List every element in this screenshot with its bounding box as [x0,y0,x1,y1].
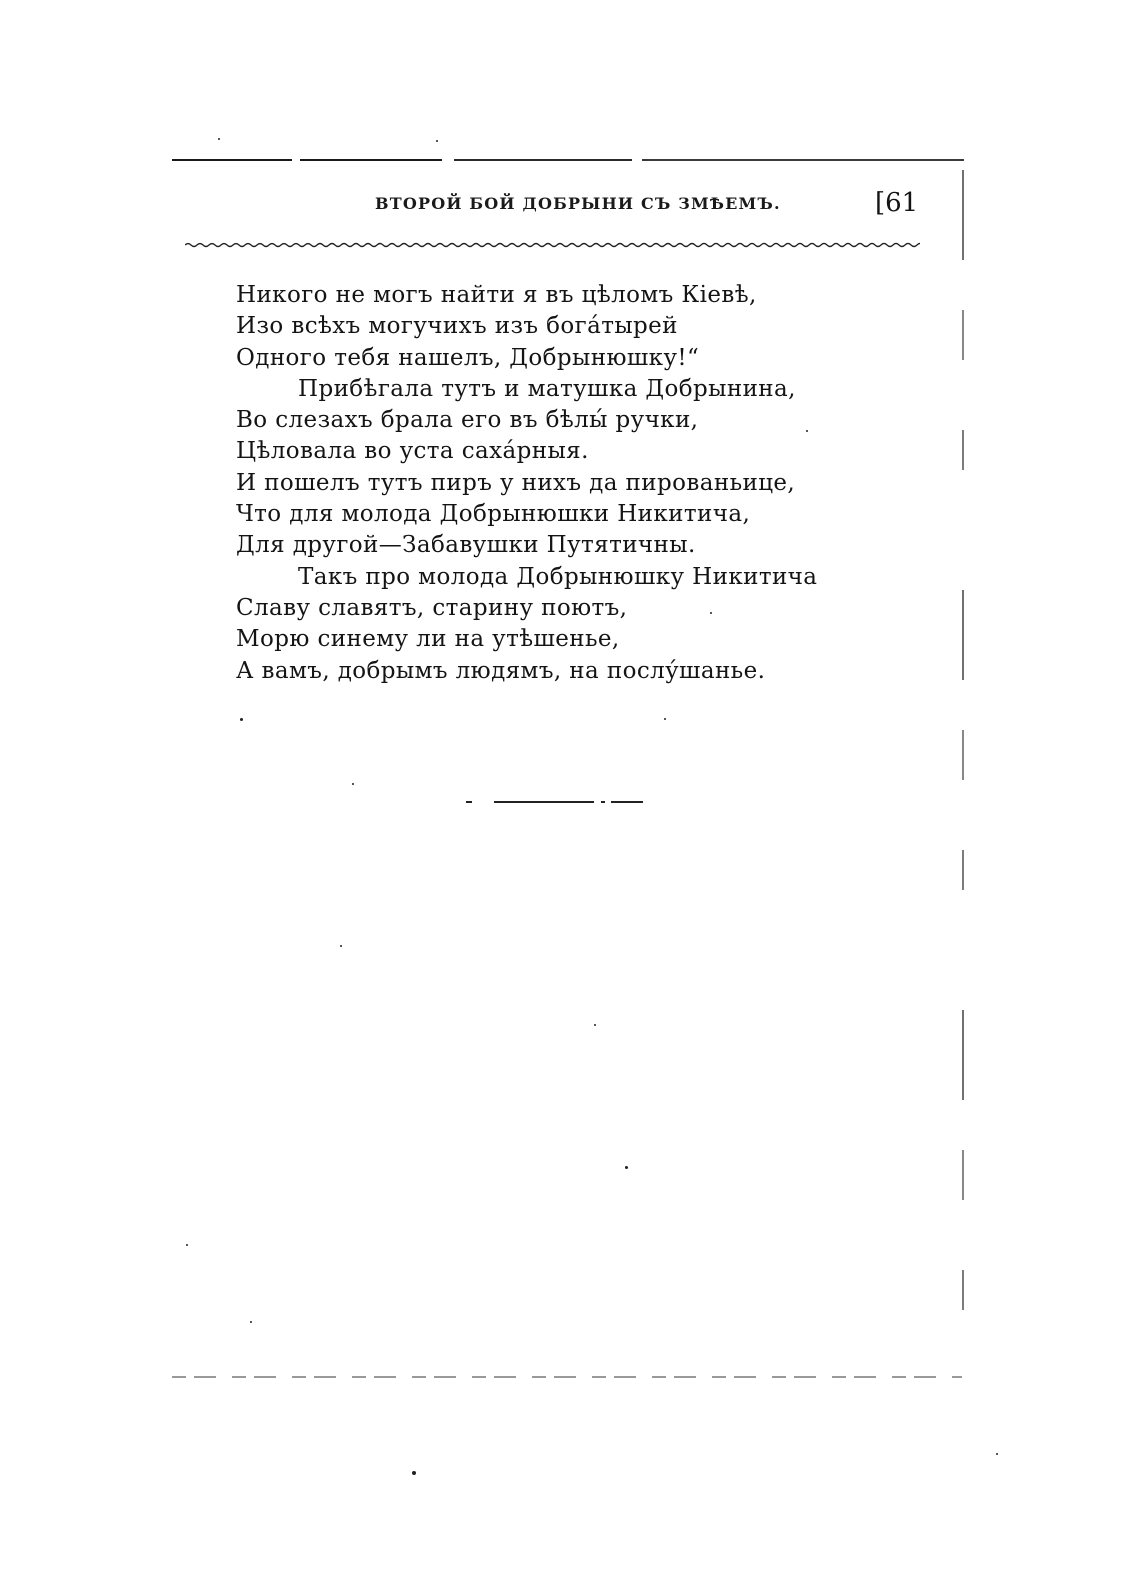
scan-speck [218,138,220,140]
poem-line: И пошелъ тутъ пиръ у нихъ да пированьице, [236,469,796,496]
scan-speck [594,1024,596,1026]
wavy-ornament-rule [185,240,920,250]
running-title: ВТОРОЙ БОЙ ДОБРЫНИ СЪ ЗМѢЕМЪ. [375,194,781,213]
scan-speck [806,430,808,432]
poem-line: Изо всѣхъ могучихъ изъ богáтырей [236,313,678,340]
poem-line: Что для молода Добрынюшки Никитича, [236,501,751,528]
scan-speck [240,718,243,721]
scan-speck [186,1244,188,1246]
poem-line: Цѣловала во уста сахáрныя. [236,438,589,465]
scan-speck [250,1321,252,1323]
poem-line: Одного тебя нашелъ, Добрынюшку!“ [236,344,700,371]
scan-speck [352,783,354,785]
poem-line: Никого не могъ найти я въ цѣломъ Кіевѣ, [236,282,757,308]
scan-speck [340,945,342,947]
scan-speck [710,612,712,614]
bottom-rule [172,1376,962,1378]
poem-text [236,280,817,687]
right-margin-rule [962,170,964,1370]
end-rule [466,801,643,803]
poem-line: А вамъ, добрымъ людямъ, на послу́шанье. [236,657,766,684]
poem-line: Прибѣгала тутъ и матушка Добрынина, [298,375,796,402]
top-rule [172,159,964,161]
poem-line: Для другой—Забавушки Путятичны. [236,532,696,559]
scan-speck [412,1471,416,1475]
poem-line: Во слезахъ брала его въ бѣлы́ ручки, [236,407,699,434]
scan-speck [664,718,666,720]
poem-line: Морю синему ли на утѣшенье, [236,626,620,653]
scan-speck [436,140,438,142]
poem-line: Такъ про молода Добрынюшку Никитича [298,563,818,590]
running-head [185,190,925,226]
page-number: [61 [875,188,919,218]
poem-line: Славу славятъ, старину поютъ, [236,594,628,621]
scan-speck [625,1166,628,1169]
scan-speck [996,1453,998,1455]
